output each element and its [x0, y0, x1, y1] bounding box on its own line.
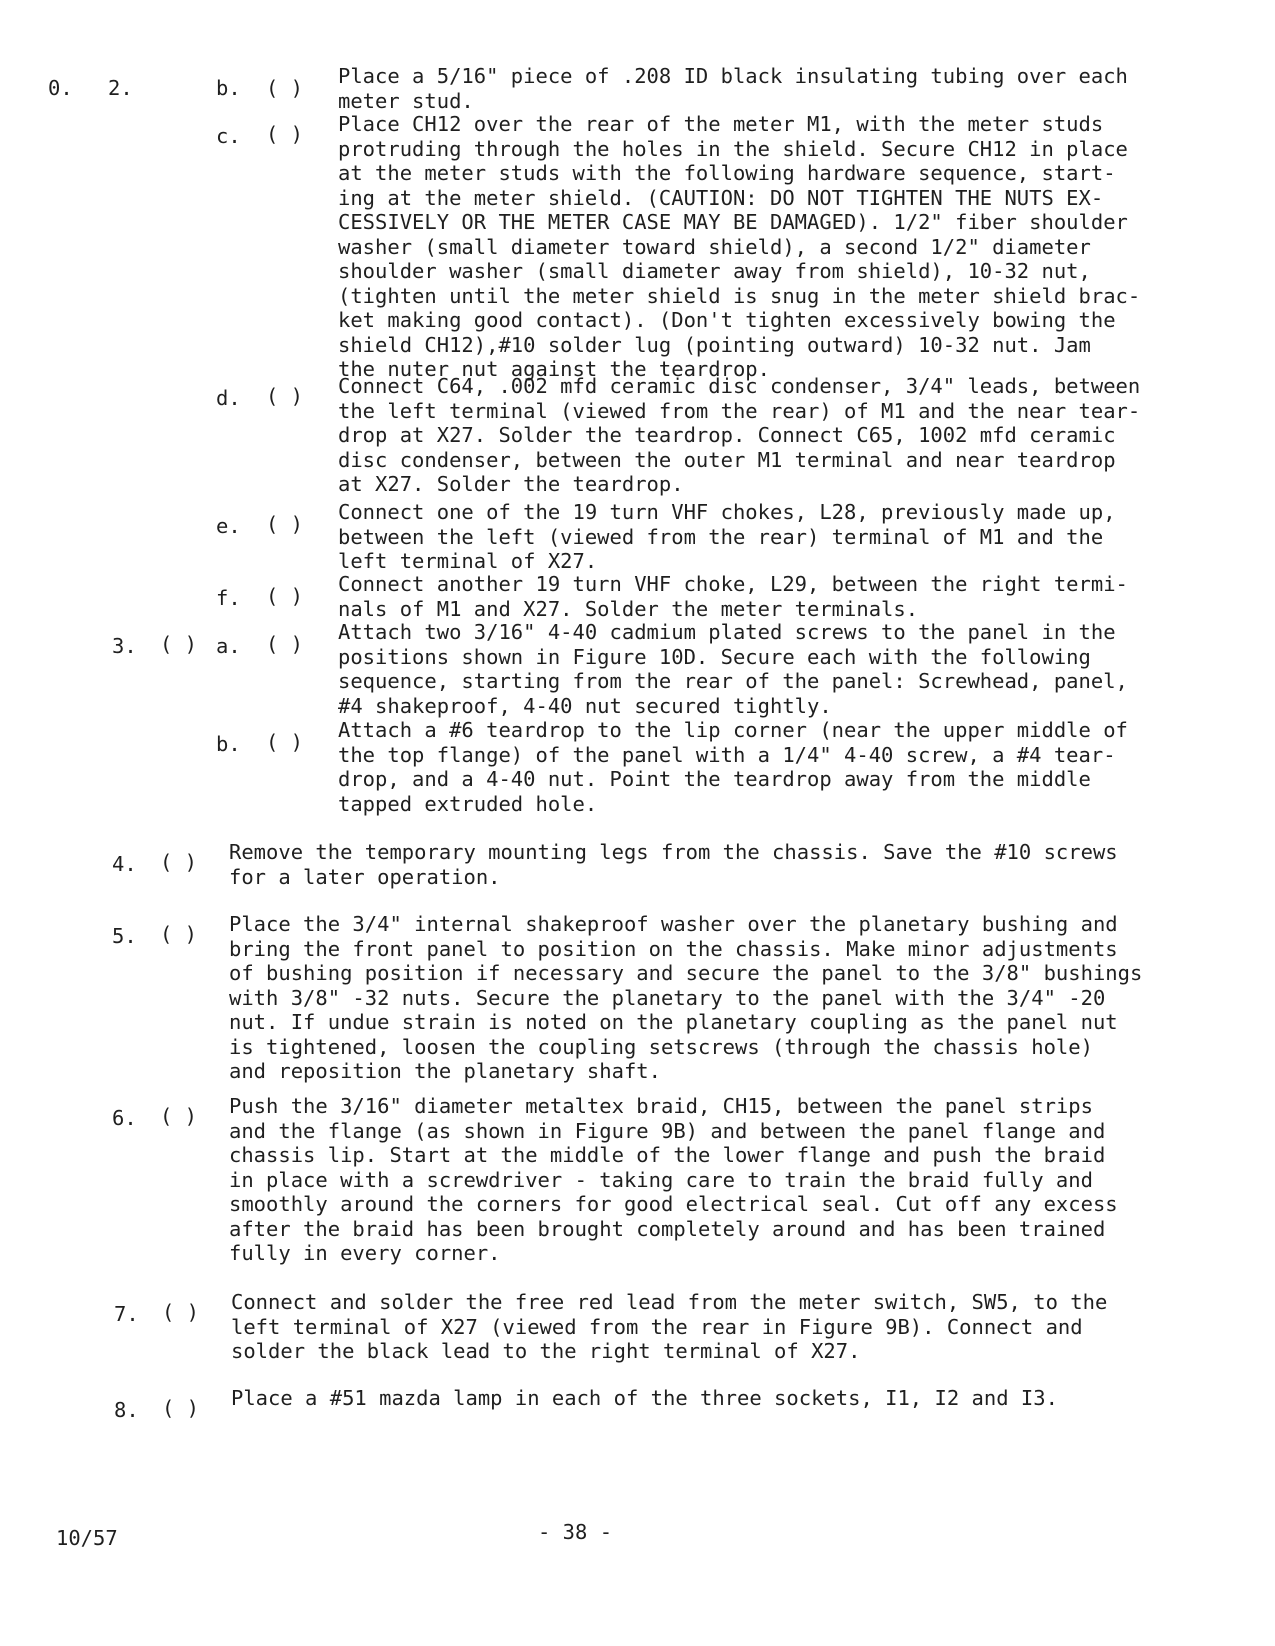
step-text	[231, 1290, 1171, 1364]
substep-letter: e.	[216, 514, 241, 538]
text-line: tapped extruded hole.	[338, 791, 598, 816]
text-line: the nuter nut against the teardrop.	[338, 357, 770, 381]
text-line: CESSIVELY OR THE METER CASE MAY BE DAMAGED). 1/2" fiber shoulder	[338, 210, 1128, 234]
step-number-6: 6.	[112, 1106, 137, 1130]
substep-letter: d.	[216, 386, 241, 410]
text-line: drop at X27. Solder the teardrop. Connect C65, 1002 mfd ceramic	[338, 423, 1116, 447]
step-number-4: 4.	[112, 852, 137, 876]
step-number-7: 7.	[114, 1302, 139, 1326]
text-line: shoulder washer (small diameter away from shield), 10-32 nut,	[338, 259, 1091, 283]
text-line: Place the 3/4" internal shakeproof washer over the planetary bushing and	[229, 912, 1118, 936]
checkbox[interactable]: ( )	[162, 1396, 200, 1420]
text-line: Connect one of the 19 turn VHF chokes, L28, previously made up,	[338, 500, 1116, 524]
text-line: left terminal of X27 (viewed from the rear in Figure 9B). Connect and	[231, 1314, 1083, 1339]
text-line: of bushing position if necessary and secure the panel to the 3/8" bushings	[229, 961, 1143, 985]
substep-text	[338, 112, 1168, 382]
text-line: Remove the temporary mounting legs from the chassis. Save the #10 screws	[229, 840, 1118, 864]
substep-text	[338, 500, 1168, 574]
text-line: Attach two 3/16" 4-40 cadmium plated screws to the panel in the	[338, 620, 1116, 644]
substep-letter: a.	[216, 634, 241, 658]
text-line: sequence, starting from the rear of the panel: Screwhead, panel,	[338, 669, 1128, 693]
step-text	[229, 912, 1169, 1084]
substep-letter: c.	[216, 124, 241, 148]
checkbox[interactable]: ( )	[160, 850, 198, 874]
text-line: positions shown in Figure 10D. Secure each with the following	[338, 644, 1091, 669]
text-line: for a later operation.	[229, 864, 501, 889]
substep-text	[338, 572, 1168, 621]
text-line: #4 shakeproof, 4-40 nut secured tightly.	[338, 693, 832, 718]
text-line: nut. If undue strain is noted on the planetary coupling as the panel nut	[229, 1010, 1118, 1034]
step-text	[231, 1386, 1171, 1411]
text-line: and reposition the planetary shaft.	[229, 1059, 661, 1083]
text-line: smoothly around the corners for good electrical seal. Cut off any excess	[229, 1192, 1118, 1216]
text-line: between the left (viewed from the rear) terminal of M1 and the	[338, 524, 1104, 549]
text-line: the left terminal (viewed from the rear) of M1 and the near tear-	[338, 398, 1141, 423]
step-text	[229, 1094, 1169, 1266]
text-line: Attach a #6 teardrop to the lip corner (near the upper middle of	[338, 718, 1128, 742]
text-line: left terminal of X27.	[338, 549, 598, 573]
step-number-2: 2.	[108, 76, 133, 100]
text-line: nals of M1 and X27. Solder the meter terminals.	[338, 596, 919, 621]
text-line: Place a 5/16" piece of .208 ID black insulating tubing over each	[338, 64, 1128, 88]
text-line: disc condenser, between the outer M1 terminal and near teardrop	[338, 447, 1116, 472]
text-line: Push the 3/16" diameter metaltex braid, CH15, between the panel strips	[229, 1094, 1093, 1118]
step-number-3: 3.	[112, 634, 137, 658]
substep-text	[338, 374, 1168, 497]
text-line: Place a #51 mazda lamp in each of the three sockets, I1, I2 and I3.	[231, 1386, 1058, 1410]
text-line: fully in every corner.	[229, 1241, 501, 1265]
text-line: Connect C64, .002 mfd ceramic disc condenser, 3/4" leads, between	[338, 374, 1141, 398]
step-number-5: 5.	[112, 924, 137, 948]
checkbox[interactable]: ( )	[266, 730, 304, 754]
text-line: ing at the meter shield. (CAUTION: DO NOT TIGHTEN THE NUTS EX-	[338, 185, 1104, 210]
text-line: washer (small diameter toward shield), a second 1/2" diameter	[338, 234, 1091, 259]
text-line: meter stud.	[338, 88, 474, 113]
substep-letter: b.	[216, 76, 241, 100]
text-line: at the meter studs with the following hardware sequence, start-	[338, 161, 1116, 185]
checkbox[interactable]: ( )	[160, 922, 198, 946]
text-line: drop, and a 4-40 nut. Point the teardrop away from the middle	[338, 767, 1091, 791]
checkbox[interactable]: ( )	[266, 632, 304, 656]
checkbox[interactable]: ( )	[266, 384, 304, 408]
text-line: after the braid has been brought completely around and has been trained	[229, 1216, 1106, 1241]
step-number-8: 8.	[114, 1398, 139, 1422]
footer-date: 10/57	[56, 1526, 118, 1550]
text-line: solder the black lead to the right terminal of X27.	[231, 1339, 861, 1363]
text-line: bring the front panel to position on the chassis. Make minor adjustments	[229, 936, 1118, 961]
section-prefix: 0.	[48, 76, 73, 100]
checkbox[interactable]: ( )	[266, 76, 304, 100]
checkbox[interactable]: ( )	[266, 584, 304, 608]
text-line: and the flange (as shown in Figure 9B) and between the panel flange and	[229, 1118, 1106, 1143]
substep-text	[338, 620, 1168, 718]
text-line: Place CH12 over the rear of the meter M1, with the meter studs	[338, 112, 1104, 136]
checkbox[interactable]: ( )	[160, 632, 198, 656]
text-line: shield CH12),#10 solder lug (pointing outward) 10-32 nut. Jam	[338, 332, 1091, 357]
text-line: (tighten until the meter shield is snug in the meter shield brac-	[338, 283, 1141, 308]
text-line: chassis lip. Start at the middle of the lower flange and push the braid	[229, 1143, 1106, 1167]
substep-letter: f.	[216, 586, 241, 610]
substep-text	[338, 718, 1168, 816]
text-line: at X27. Solder the teardrop.	[338, 472, 684, 496]
text-line: protruding through the holes in the shield. Secure CH12 in place	[338, 136, 1128, 161]
checkbox[interactable]: ( )	[266, 512, 304, 536]
checkbox[interactable]: ( )	[160, 1104, 198, 1128]
checkbox[interactable]: ( )	[162, 1300, 200, 1324]
text-line: the top flange) of the panel with a 1/4" 4-40 screw, a #4 tear-	[338, 742, 1116, 767]
text-line: ket making good contact). (Don't tighten excessively bowing the	[338, 308, 1116, 332]
substep-text	[338, 64, 1168, 113]
text-line: in place with a screwdriver - taking care to train the braid fully and	[229, 1167, 1093, 1192]
text-line: Connect another 19 turn VHF choke, L29, between the right termi-	[338, 572, 1128, 596]
step-text	[229, 840, 1169, 889]
text-line: with 3/8" -32 nuts. Secure the planetary to the panel with the 3/4" -20	[229, 985, 1106, 1010]
checkbox[interactable]: ( )	[266, 122, 304, 146]
text-line: is tightened, loosen the coupling setscrews (through the chassis hole)	[229, 1034, 1093, 1059]
text-line: Connect and solder the free red lead from the meter switch, SW5, to the	[231, 1290, 1108, 1314]
substep-letter: b.	[216, 732, 241, 756]
page-number: - 38 -	[538, 1520, 613, 1544]
